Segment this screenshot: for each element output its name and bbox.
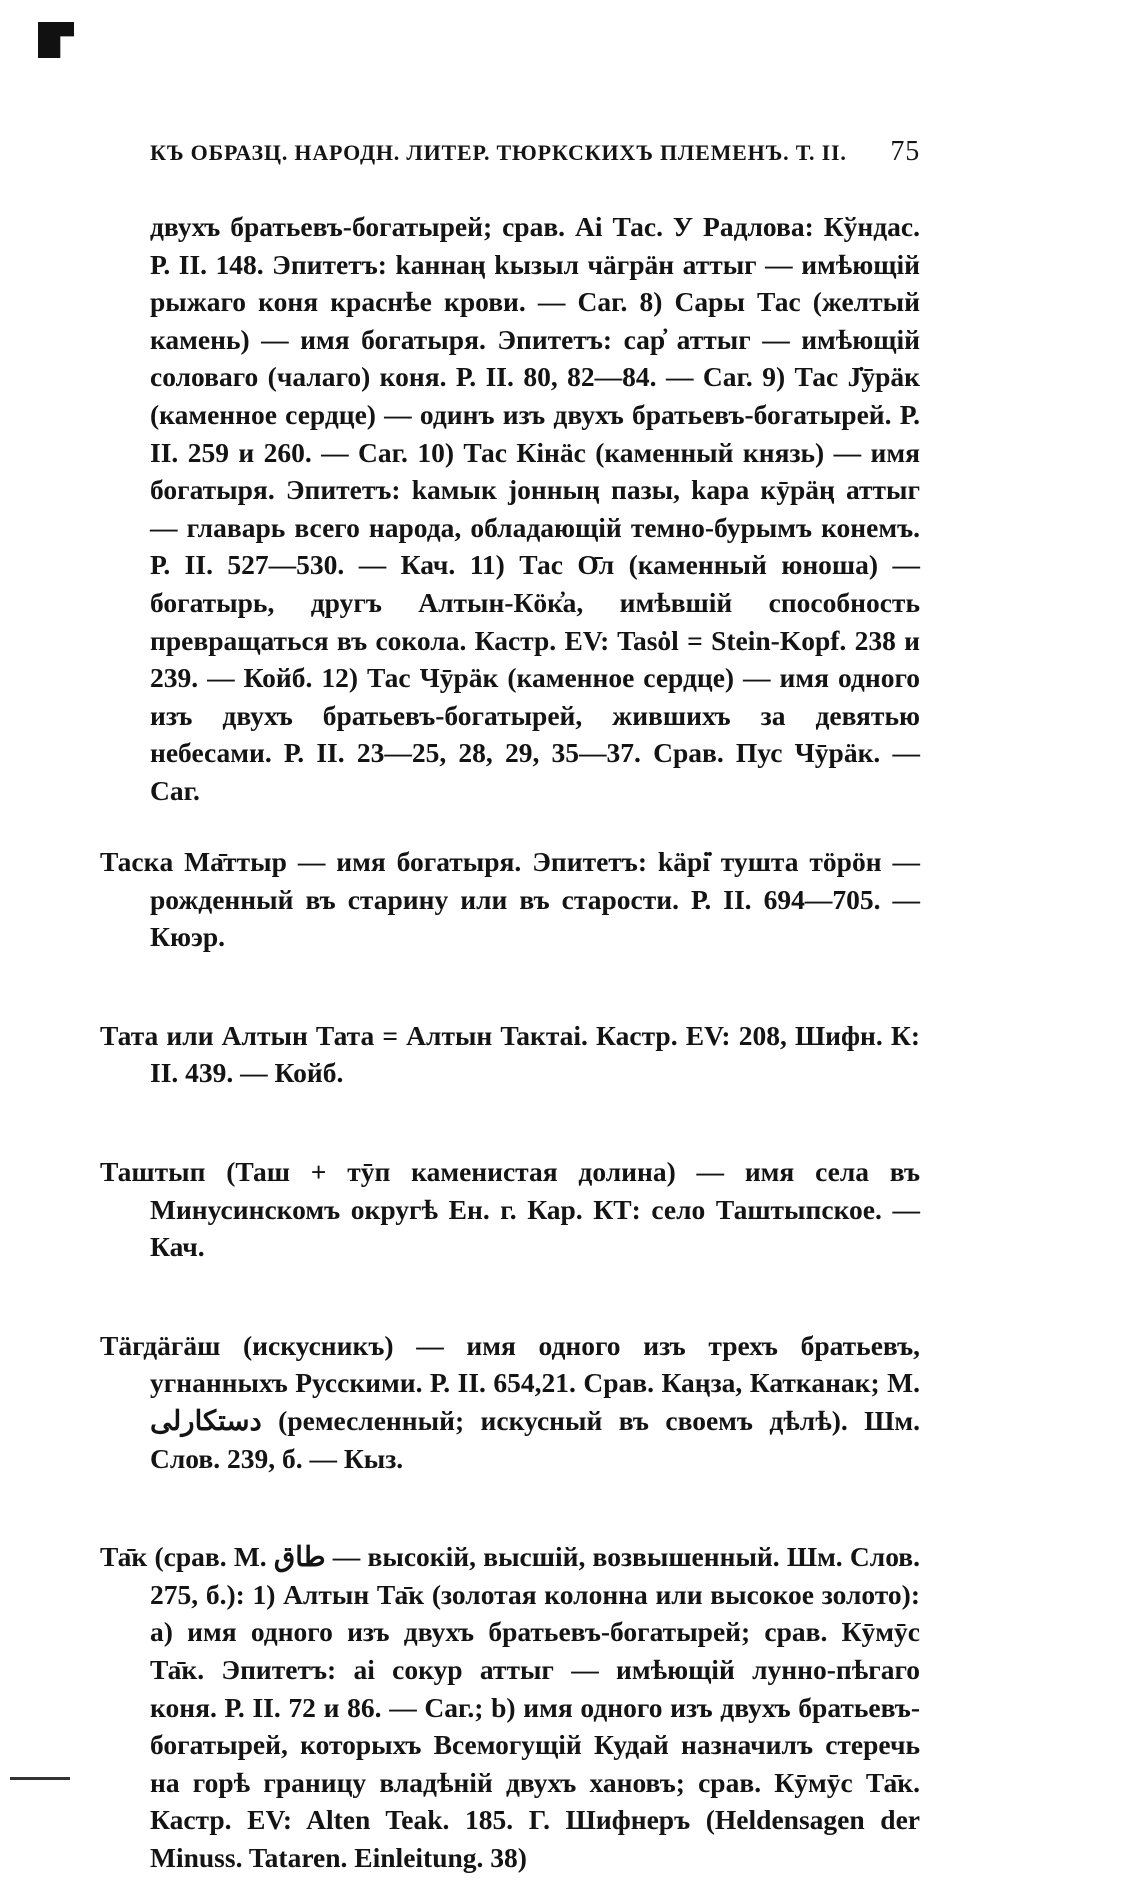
dictionary-entry: Таскa Ма̄ттыр — имя богатыря. Эпитетъ: kӓрі̇ тушта тӧрӧн — рожденный въ старину или въ старости. Р. II. 694—705. — Кюэр. <box>100 846 920 953</box>
running-header <box>150 136 920 167</box>
continued-paragraph: двухъ братьевъ-богатырей; срав. Аі Тас. У Радлова: Кўндас. Р. II. 148. Эпитетъ: kаннаң kызыл чӓгрӓн аттыг — имѣющій рыжаго коня краснѣе крови. — Саг. 8) Сары Тас (желтый камень) — имя богатыря. Эпитетъ: сар̓ аттыг — имѣющій соловаго (чалаго) коня. Р. II. 80, 82—84. — Саг. 9) Тас Ј̇ӯрӓк (каменное сердце) — одинъ изъ двухъ братьевъ-богатырей. Р. II. 259 и 260. — Саг. 10) Тас Кінӓс (каменный князь) — имя богатыря. Эпитетъ: kамык јонның пазы, kара кӯрӓң аттыг — главарь всего народа, обладающій темно-бурымъ конемъ. Р. II. 527—530. — Кач. 11) Тас О̄л (каменный юноша) — богатырь, другъ Алтын-Кӧк̓а, имѣвшій способность превращаться въ сокола. Кастр. EV: Tasȯl = Stein-Kopf. 238 и 239. — Койб. 12) Тас Чӯрӓк (каменное сердце) — имя одного изъ двухъ братьевъ-богатырей, жившихъ за девятью небесами. Р. II. 23—25, 28, 29, 35—37. Срав. Пус Чӯрӓк. — Саг. <box>150 211 920 806</box>
dictionary-entry: Тата или Алтын Тата = Алтын Taктаі. Кастр. EV: 208, Шифн. К: II. 439. — Койб. <box>100 1019 920 1089</box>
dictionary-entry: Та̄к (срав. М. طاق — высокій, высшій, возвышенный. Шм. Слов. 275, б.): 1) Алтын Та̄к (золотая колонна или высокое золото): а) имя одного изъ двухъ братьевъ-богатырей; срав. Кӯмӯс Та̄к. Эпитетъ: аі сокур аттыг — имѣющій лунно-пѣгаго коня. Р. II. 72 и 86. — Саг.; b) имя одного изъ двухъ братьевъ-богатырей, которыхъ Всемогущій Кудай назначилъ стеречь на горѣ границу владѣній двухъ хановъ; срав. Кӯмӯс Та̄к. Кастр. EV: Alten Teak. 185. Г. Шифнеръ (Heldensagen der Minuss. Tataren. Einleitung. 38) <box>100 1541 920 1873</box>
dictionary-entry: Тӓгдӓгӓш (искусникъ) — имя одного изъ трехъ братьевъ, угнанныхъ Русскими. Р. II. 654,21. Срав. Каңза, Катканак; М. دستکارلی (ремесленный; искусный въ своемъ дѣлѣ). Шм. Слов. 239, б. — Кыз. <box>100 1329 920 1474</box>
dictionary-entry: Таштып (Таш + тӯп каменистая долина) — имя села въ Минусинскомъ округѣ Ен. г. Кар. КТ: село Таштыпское. — Кач. <box>100 1155 920 1263</box>
page-body <box>100 208 920 1904</box>
page-edge-mark <box>10 1777 70 1780</box>
running-title: КЪ ОБРАЗЦ. НАРОДН. ЛИТЕР. ТЮРКСКИХЪ ПЛЕМЕНЪ. Т. II. <box>150 140 847 165</box>
page-number: 75 <box>890 136 920 167</box>
printer-mark-icon <box>38 22 74 58</box>
